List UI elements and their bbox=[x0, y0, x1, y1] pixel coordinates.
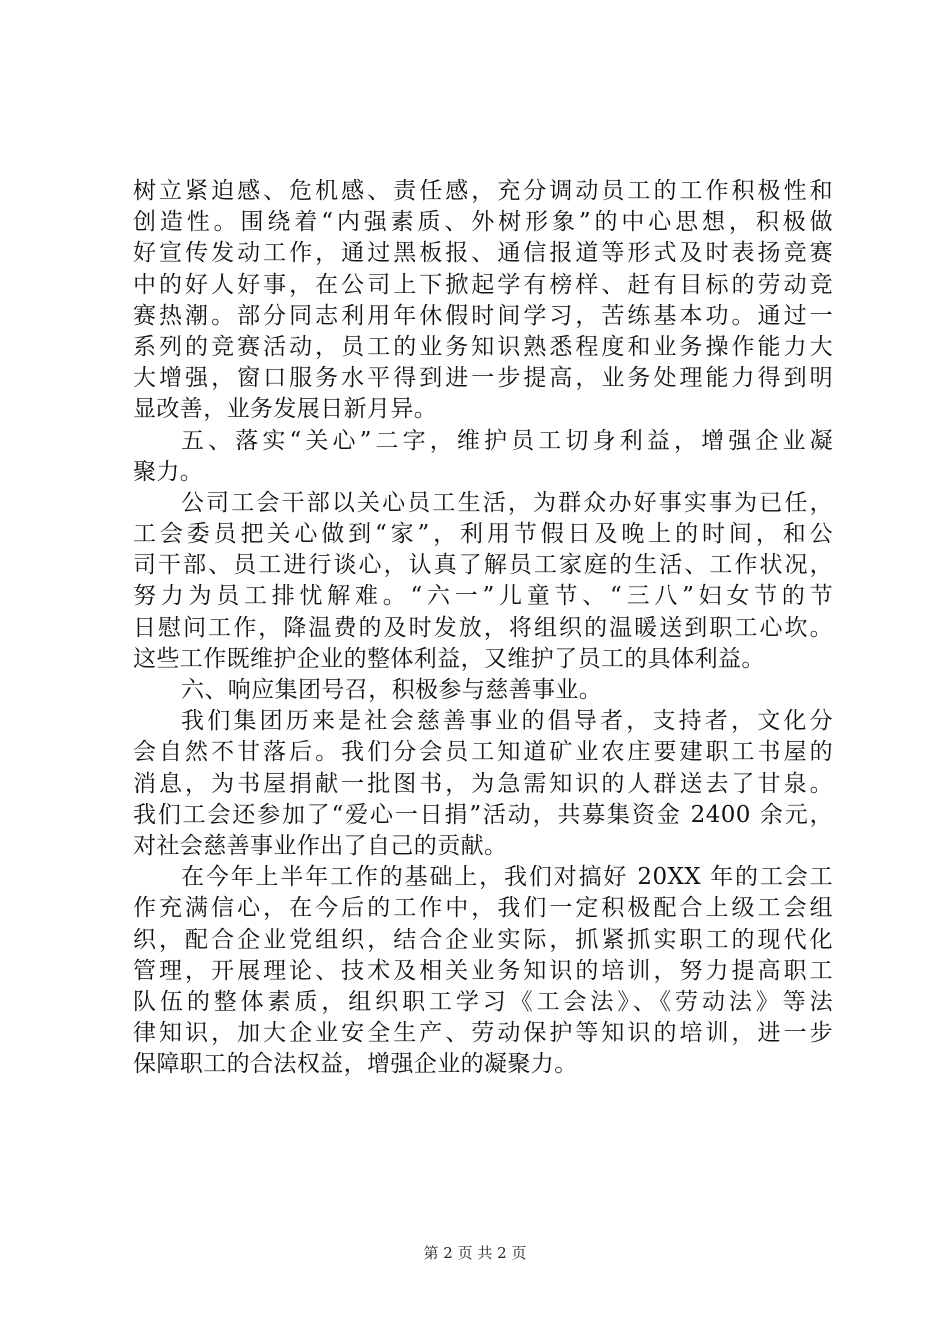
text-line: 队伍的整体素质，组织职工学习《工会法》、《劳动法》等法 bbox=[133, 988, 833, 1015]
text-line: 树立紧迫感、危机感、责任感，充分调动员工的工作积极性和 bbox=[133, 178, 833, 204]
text-line: 我们工会还参加了“爱心一日捐”活动，共募集资金 2400 余元， bbox=[133, 801, 833, 828]
text-line: 赛热潮。部分同志利用年休假时间学习，苦练基本功。通过一 bbox=[133, 302, 833, 329]
text-line: 律知识，加大企业安全生产、劳动保护等知识的培训，进一步 bbox=[133, 1020, 833, 1047]
text-line: 我们集团历来是社会慈善事业的倡导者，支持者，文化分 bbox=[181, 708, 833, 735]
text-line: 日慰问工作，降温费的及时发放，将组织的温暖送到职工心坎。 bbox=[133, 614, 833, 641]
text-line: 作充满信心，在今后的工作中，我们一定积极配合上级工会组 bbox=[133, 895, 833, 922]
text-line: 对社会慈善事业作出了自己的贡献。 bbox=[133, 832, 508, 859]
text-line: 好宣传发动工作，通过黑板报、通信报道等形式及时表扬竞赛 bbox=[133, 240, 833, 267]
section-heading: 五、落实“关心”二字，维护员工切身利益，增强企业凝 bbox=[181, 427, 833, 454]
text-line: 创造性。围绕着“内强素质、外树形象”的中心思想，积极做 bbox=[133, 209, 833, 236]
text-line: 显改善，业务发展日新月异。 bbox=[133, 396, 438, 423]
text-line: 织，配合企业党组织，结合企业实际，抓紧抓实职工的现代化 bbox=[133, 926, 833, 953]
text-line: 工会委员把关心做到“家”，利用节假日及晚上的时间，和公 bbox=[133, 521, 833, 548]
text-line: 公司工会干部以关心员工生活，为群众办好事实事为已任， bbox=[181, 489, 833, 516]
page-footer: 第 2 页 共 2 页 bbox=[423, 1244, 527, 1262]
text-line: 司干部、员工进行谈心，认真了解员工家庭的生活、工作状况， bbox=[133, 552, 833, 579]
text-line: 努力为员工排忧解难。“六一”儿童节、“三八”妇女节的节 bbox=[133, 583, 833, 610]
text-line: 中的好人好事，在公司上下掀起学有榜样、赶有目标的劳动竞 bbox=[133, 271, 833, 298]
text-line: 管理，开展理论、技术及相关业务知识的培训，努力提高职工 bbox=[133, 957, 833, 984]
text-line: 保障职工的合法权益，增强企业的凝聚力。 bbox=[133, 1051, 578, 1078]
document-body bbox=[133, 176, 833, 1080]
text-line: 会自然不甘落后。我们分会员工知道矿业农庄要建职工书屋的 bbox=[133, 739, 833, 766]
text-line: 大增强，窗口服务水平得到进一步提高，业务处理能力得到明 bbox=[133, 365, 833, 392]
text-line: 系列的竞赛活动，员工的业务知识熟悉程度和业务操作能力大 bbox=[133, 333, 833, 360]
text-line: 在今年上半年工作的基础上，我们对搞好 20XX 年的工会工 bbox=[181, 864, 833, 891]
section-heading-cont: 聚力。 bbox=[133, 458, 204, 485]
text-line: 消息，为书屋捐献一批图书，为急需知识的人群送去了甘泉。 bbox=[133, 770, 833, 797]
text-line: 这些工作既维护企业的整体利益，又维护了员工的具体利益。 bbox=[133, 645, 765, 672]
section-heading: 六、响应集团号召，积极参与慈善事业。 bbox=[181, 677, 603, 703]
